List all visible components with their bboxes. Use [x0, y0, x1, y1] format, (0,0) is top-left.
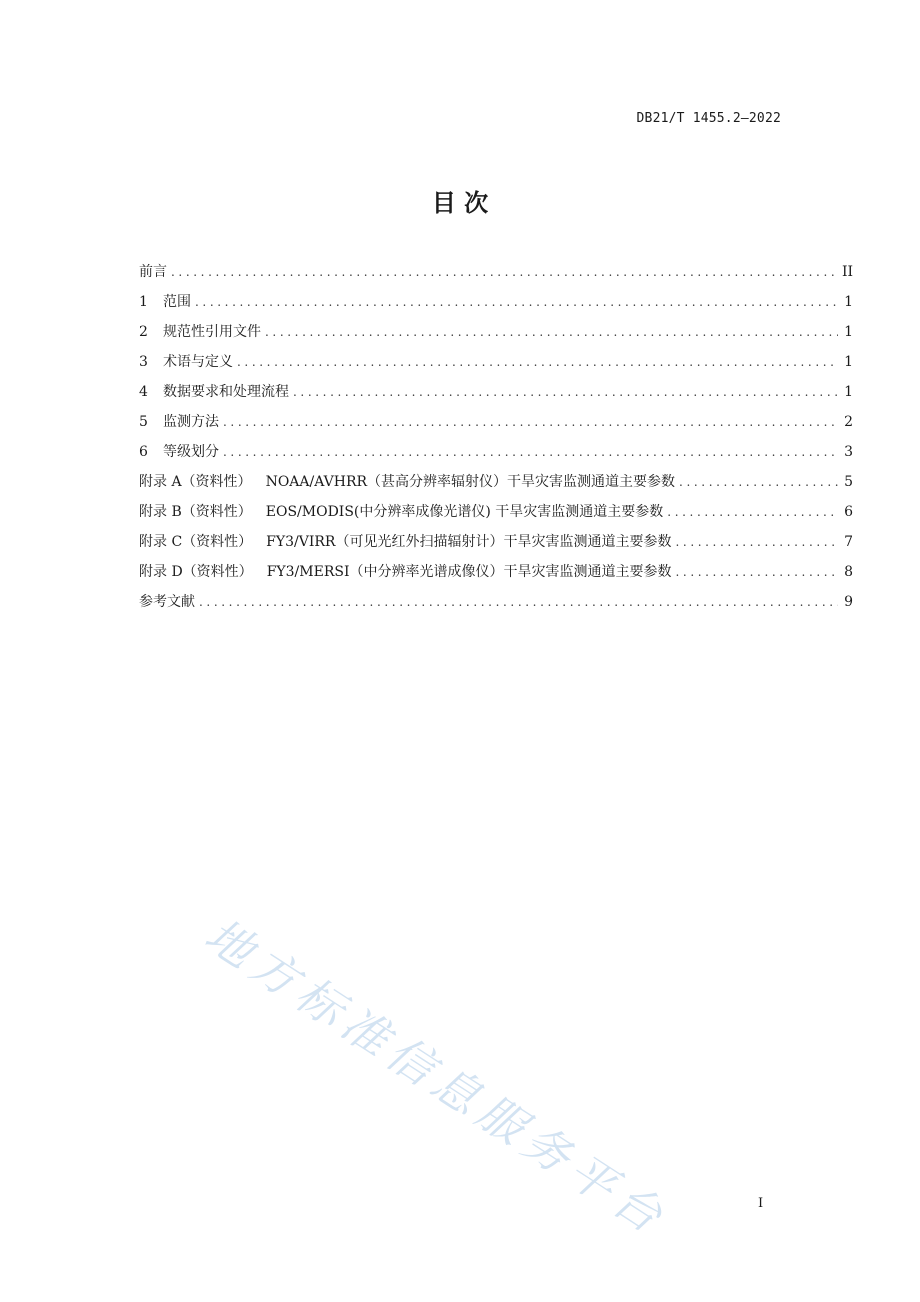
- toc-page-number: 1: [844, 294, 853, 310]
- toc-entry-appendix-c[interactable]: [139, 532, 853, 562]
- toc-leader-dots: [171, 262, 836, 282]
- toc-entry-appendix-b[interactable]: [139, 502, 853, 532]
- toc-page-number: 3: [844, 444, 853, 460]
- toc-label: 术语与定义: [163, 354, 233, 370]
- toc-label: 监测方法: [163, 414, 219, 430]
- page-number: I: [758, 1196, 764, 1211]
- toc-page-number: 6: [844, 504, 853, 520]
- toc-label: 规范性引用文件: [163, 324, 261, 340]
- page-title: 目 次: [431, 189, 489, 217]
- toc-page-number: 2: [844, 414, 853, 430]
- toc-leader-dots: [667, 502, 838, 522]
- toc-entry-grading[interactable]: [139, 442, 853, 472]
- toc-page-number: 1: [844, 324, 853, 340]
- toc-entry-normative-references[interactable]: [139, 322, 853, 352]
- toc-entry-appendix-a[interactable]: [139, 472, 853, 502]
- toc-leader-dots: [223, 442, 838, 462]
- toc-leader-dots: [195, 292, 838, 312]
- toc-leader-dots: [223, 412, 838, 432]
- toc-appendix-label: 附录 C（资料性）: [139, 534, 253, 550]
- toc-leader-dots: [679, 472, 838, 492]
- toc-page-number: 7: [844, 534, 853, 550]
- toc-appendix-label: 附录 D（资料性）: [139, 564, 253, 580]
- toc-entry-bibliography[interactable]: [139, 592, 853, 622]
- toc-leader-dots: [293, 382, 838, 402]
- toc-page-number: 1: [844, 384, 853, 400]
- toc-section-number: 3: [139, 354, 148, 370]
- toc-appendix-label: 附录 A（资料性）: [139, 474, 252, 490]
- toc-appendix-title: NOAA/AVHRR（甚高分辨率辐射仪）干旱灾害监测通道主要参数: [265, 474, 676, 490]
- toc-label: 数据要求和处理流程: [163, 384, 289, 400]
- toc-label: 范围: [163, 294, 191, 310]
- toc-appendix-label: 附录 B（资料性）: [139, 504, 252, 520]
- table-of-contents: [139, 262, 853, 622]
- toc-appendix-title: EOS/MODIS(中分辨率成像光谱仪) 干旱灾害监测通道主要参数: [265, 504, 664, 520]
- toc-label: 参考文献: [139, 594, 195, 610]
- toc-leader-dots: [675, 532, 838, 552]
- toc-leader-dots: [199, 592, 838, 612]
- watermark: 地方标准信息服务平台: [195, 907, 678, 1247]
- toc-entry-monitoring-methods[interactable]: [139, 412, 853, 442]
- toc-label: 等级划分: [163, 444, 219, 460]
- toc-appendix-title: FY3/MERSI（中分辨率光谱成像仪）干旱灾害监测通道主要参数: [266, 564, 672, 580]
- toc-entry-terms-definitions[interactable]: [139, 352, 853, 382]
- toc-page-number: 8: [844, 564, 853, 580]
- toc-entry-foreword[interactable]: [139, 262, 853, 292]
- document-code: DB21/T 1455.2—2022: [636, 111, 781, 126]
- toc-page-number: 5: [844, 474, 853, 490]
- toc-leader-dots: [675, 562, 838, 582]
- toc-section-number: 2: [139, 324, 148, 340]
- toc-section-number: 6: [139, 444, 148, 460]
- toc-appendix-title: FY3/VIRR（可见光红外扫描辐射计）干旱灾害监测通道主要参数: [266, 534, 672, 550]
- toc-section-number: 4: [139, 384, 148, 400]
- toc-page-number: 9: [844, 594, 853, 610]
- toc-section-number: 5: [139, 414, 148, 430]
- toc-entry-appendix-d[interactable]: [139, 562, 853, 592]
- toc-entry-data-requirements[interactable]: [139, 382, 853, 412]
- toc-label: 前言: [139, 264, 167, 280]
- toc-leader-dots: [265, 322, 838, 342]
- toc-entry-scope[interactable]: [139, 292, 853, 322]
- toc-page-number: 1: [844, 354, 853, 370]
- toc-leader-dots: [237, 352, 838, 372]
- toc-page-number: II: [841, 264, 853, 280]
- toc-section-number: 1: [139, 294, 148, 310]
